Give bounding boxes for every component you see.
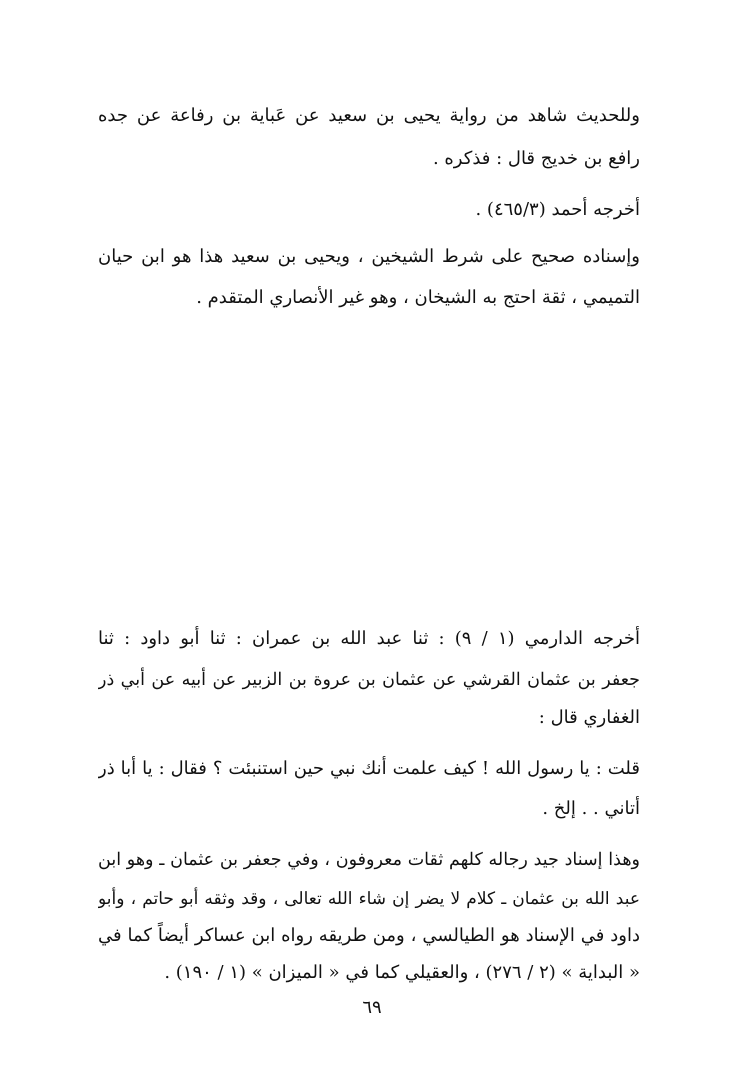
hadith-line bbox=[98, 454, 640, 488]
page-number: ٦٩ bbox=[362, 997, 382, 1018]
hadith-line bbox=[98, 568, 640, 602]
text-line: رافع بن خديج قال : فذكره . bbox=[432, 148, 640, 169]
hadith-line bbox=[98, 530, 640, 564]
text-line: الغفاري قال : bbox=[538, 707, 640, 728]
text-line: التميمي ، ثقة احتج به الشيخان ، وهو غير الأنصاري المتقدم . bbox=[196, 287, 640, 308]
text-line: أخرجه أحمد (٤٦٥/٣) . bbox=[475, 199, 640, 220]
text-line: داود في الإسناد هو الطيالسي ، ومن طريقه رواه ابن عساكر أيضاً كما في bbox=[98, 925, 640, 946]
text-line: وإسناده صحيح على شرط الشيخين ، ويحيى بن سعيد هذا هو ابن حيان bbox=[98, 246, 640, 267]
text-line: عبد الله بن عثمان ـ كلام لا يضر إن شاء الله تعالى ، وقد وثقه أبو حاتم ، وأبو bbox=[98, 889, 640, 909]
hadith-line bbox=[98, 340, 640, 374]
text-line: « البداية » (٢ / ٢٧٦) ، والعقيلي كما في « الميزان » (١ / ١٩٠) . bbox=[164, 962, 640, 983]
text-line: جعفر بن عثمان القرشي عن عثمان بن عروة بن الزبير عن أبيه عن أبي ذر bbox=[98, 670, 640, 690]
hadith-line bbox=[98, 492, 640, 526]
text-line: وللحديث شاهد من رواية يحيى بن سعيد عن عَباية بن رفاعة عن جده bbox=[98, 105, 640, 126]
text-line: وهذا إسناد جيد رجاله كلهم ثقات معروفون ، وفي جعفر بن عثمان ـ وهو ابن bbox=[98, 850, 640, 870]
hadith-line bbox=[98, 378, 640, 412]
hadith-line bbox=[98, 416, 640, 450]
text-line: أخرجه الدارمي (١ / ٩) : ثنا عبد الله بن عمران : ثنا أبو داود : ثنا bbox=[98, 628, 640, 649]
text-line: أتاني . . إلخ . bbox=[542, 798, 640, 819]
text-line: قلت : يا رسول الله ! كيف علمت أنك نبي حين استنبئت ؟ فقال : يا أبا ذر bbox=[98, 758, 640, 779]
